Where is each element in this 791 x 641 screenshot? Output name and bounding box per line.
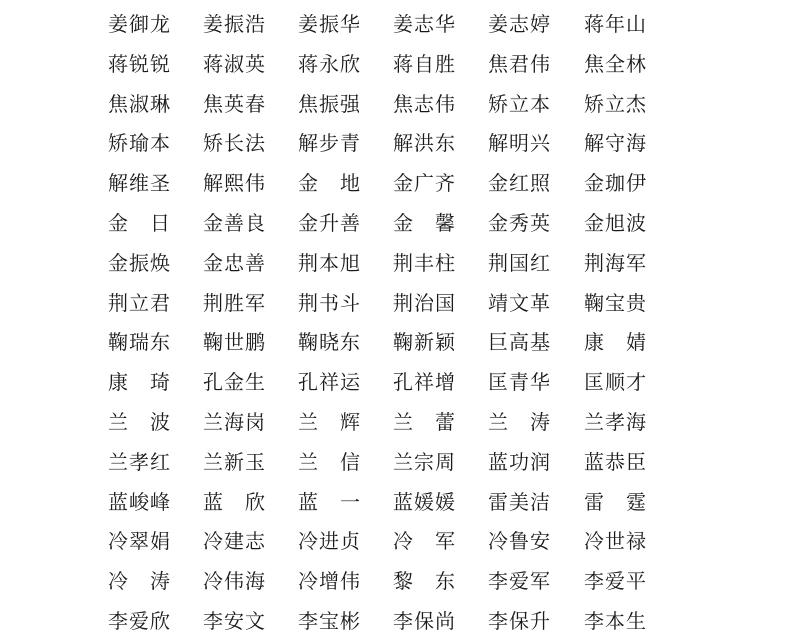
person-name: 解步青 <box>298 131 361 156</box>
person-name: 金红照 <box>488 171 551 196</box>
person-name: 姜志婷 <box>488 12 551 36</box>
person-name: 姜振浩 <box>203 12 266 36</box>
person-name: 雷 霆 <box>584 489 647 514</box>
person-name: 蓝峻峰 <box>108 489 171 514</box>
person-name: 冷世禄 <box>584 529 647 554</box>
person-name: 黎 东 <box>393 569 456 594</box>
person-name: 金升善 <box>298 211 361 235</box>
person-name: 鞠世鹏 <box>203 330 266 355</box>
person-name: 蒋淑英 <box>203 51 266 76</box>
person-name: 姜御龙 <box>108 12 171 36</box>
person-name: 金 日 <box>108 211 171 235</box>
person-name: 兰新玉 <box>203 449 266 474</box>
person-name: 焦振强 <box>298 91 361 116</box>
person-name: 冷进贞 <box>298 529 361 554</box>
person-name: 解维圣 <box>108 171 171 196</box>
person-name: 荆治国 <box>393 290 456 315</box>
person-name: 蓝功润 <box>488 449 551 474</box>
person-name: 解守海 <box>584 131 647 156</box>
person-name: 巨高基 <box>488 330 551 355</box>
person-name: 金秀英 <box>488 211 551 235</box>
person-name: 兰 信 <box>298 449 361 474</box>
person-name: 蓝 一 <box>298 489 361 514</box>
person-name: 冷 涛 <box>108 569 171 594</box>
person-name: 荆立君 <box>108 290 171 315</box>
person-name: 姜振华 <box>298 12 361 36</box>
person-name: 鞠晓东 <box>298 330 361 355</box>
person-name: 冷伟海 <box>203 569 266 594</box>
name-row <box>0 482 791 522</box>
person-name: 荆国红 <box>488 250 551 275</box>
name-row <box>0 243 791 283</box>
person-name: 金忠善 <box>203 250 266 275</box>
person-name: 金 馨 <box>393 211 456 235</box>
person-name: 兰 蕾 <box>393 410 456 434</box>
person-name: 冷建志 <box>203 529 266 554</box>
person-name: 蓝恭臣 <box>584 449 647 474</box>
person-name: 李宝彬 <box>298 609 361 633</box>
person-name: 鞠宝贵 <box>584 290 647 315</box>
person-name: 荆海军 <box>584 250 647 275</box>
person-name: 荆丰柱 <box>393 250 456 275</box>
person-name: 冷增伟 <box>298 569 361 594</box>
person-name: 雷美洁 <box>488 489 551 514</box>
person-name: 康 婧 <box>584 330 647 355</box>
name-row <box>0 442 791 482</box>
name-row <box>0 322 791 362</box>
person-name: 矫瑜本 <box>108 131 171 156</box>
person-name: 李保升 <box>488 609 551 633</box>
name-row <box>0 402 791 442</box>
name-row <box>0 521 791 561</box>
person-name: 匡顺才 <box>584 370 647 395</box>
person-name: 蓝 欣 <box>203 489 266 514</box>
person-name: 李保尚 <box>393 609 456 633</box>
person-name: 孔祥运 <box>298 370 361 395</box>
person-name: 冷翠娟 <box>108 529 171 554</box>
person-name: 靖文革 <box>488 290 551 315</box>
person-name: 金旭波 <box>584 211 647 235</box>
person-name: 蒋锐锐 <box>108 51 171 76</box>
person-name: 孔金生 <box>203 370 266 395</box>
person-name: 蓝媛媛 <box>393 489 456 514</box>
person-name: 荆胜军 <box>203 290 266 315</box>
person-name: 焦英春 <box>203 91 266 116</box>
person-name: 李爱欣 <box>108 609 171 633</box>
person-name: 李爱平 <box>584 569 647 594</box>
name-row <box>0 283 791 323</box>
person-name: 兰宗周 <box>393 449 456 474</box>
person-name: 孔祥增 <box>393 370 456 395</box>
person-name: 冷 军 <box>393 529 456 554</box>
person-name: 矫立杰 <box>584 91 647 116</box>
person-name: 鞠瑞东 <box>108 330 171 355</box>
person-name: 兰海岗 <box>203 410 266 434</box>
person-name: 康 琦 <box>108 370 171 395</box>
name-row <box>0 84 791 124</box>
person-name: 矫长法 <box>203 131 266 156</box>
person-name: 兰 波 <box>108 410 171 434</box>
person-name: 解洪东 <box>393 131 456 156</box>
name-row <box>0 203 791 243</box>
person-name: 兰 涛 <box>488 410 551 434</box>
person-name: 焦君伟 <box>488 51 551 76</box>
person-name: 兰孝红 <box>108 449 171 474</box>
name-row <box>0 362 791 402</box>
person-name: 李本生 <box>584 609 647 633</box>
person-name: 焦淑琳 <box>108 91 171 116</box>
person-name: 匡青华 <box>488 370 551 395</box>
name-row <box>0 601 791 641</box>
name-row <box>0 561 791 601</box>
person-name: 冷鲁安 <box>488 529 551 554</box>
person-name: 金珈伊 <box>584 171 647 196</box>
person-name: 金广齐 <box>393 171 456 196</box>
person-name: 金 地 <box>298 171 361 196</box>
person-name: 解熙伟 <box>203 171 266 196</box>
person-name: 蒋年山 <box>584 12 647 36</box>
person-name: 金善良 <box>203 211 266 235</box>
person-name: 蒋自胜 <box>393 51 456 76</box>
person-name: 焦全林 <box>584 51 647 76</box>
name-row <box>0 44 791 84</box>
person-name: 解明兴 <box>488 131 551 156</box>
person-name: 荆本旭 <box>298 250 361 275</box>
person-name: 荆书斗 <box>298 290 361 315</box>
person-name: 兰 辉 <box>298 410 361 434</box>
name-row <box>0 4 791 44</box>
person-name: 矫立本 <box>488 91 551 116</box>
name-row <box>0 123 791 163</box>
person-name: 鞠新颖 <box>393 330 456 355</box>
person-name: 李安文 <box>203 609 266 633</box>
person-name: 姜志华 <box>393 12 456 36</box>
person-name: 蒋永欣 <box>298 51 361 76</box>
person-name: 焦志伟 <box>393 91 456 116</box>
person-name: 李爱军 <box>488 569 551 594</box>
person-name: 兰孝海 <box>584 410 647 434</box>
name-row <box>0 163 791 203</box>
person-name: 金振焕 <box>108 250 171 275</box>
